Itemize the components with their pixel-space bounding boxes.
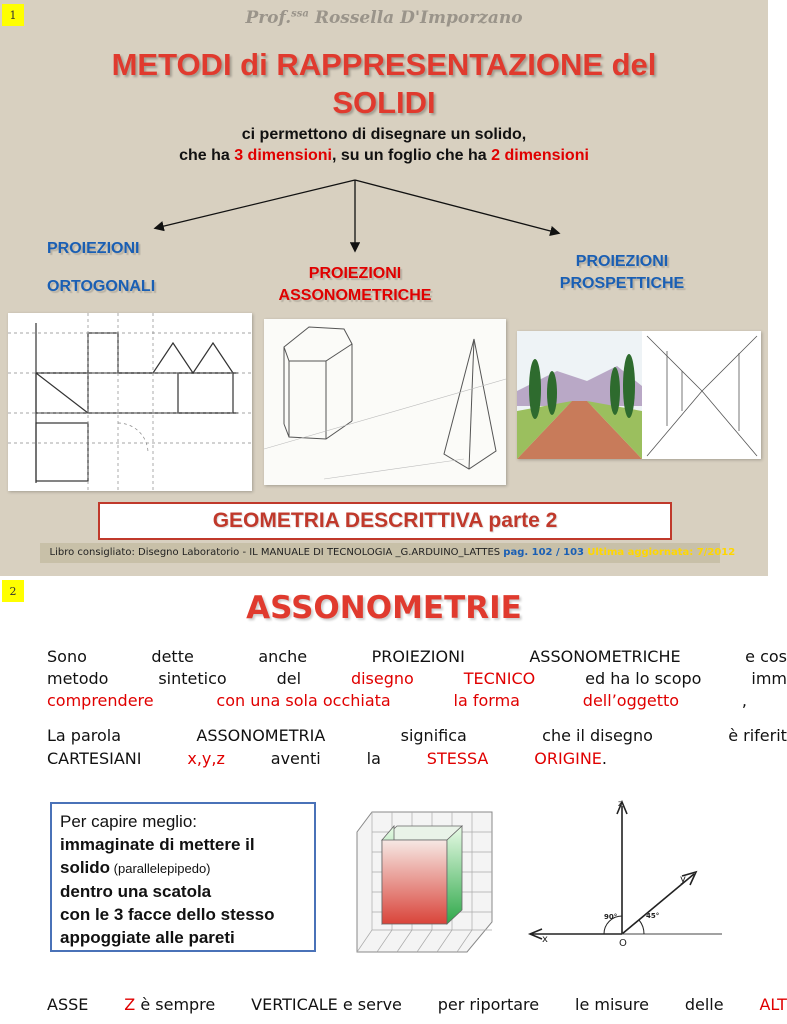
branch-label: PROIEZIONI bbox=[308, 265, 402, 282]
angle-90-label: 90° bbox=[604, 913, 618, 921]
word: e serve bbox=[342, 995, 402, 1014]
word: è riferit bbox=[728, 726, 787, 745]
word: . bbox=[601, 749, 607, 768]
box-text: immaginate di mettere il bbox=[60, 835, 255, 854]
box-text: Per capire meglio: bbox=[60, 812, 198, 831]
word-highlight: ORIGINE bbox=[534, 749, 602, 768]
axis-z-description bbox=[47, 994, 787, 1016]
word: VERTICALE bbox=[251, 995, 338, 1014]
word-highlight: TECNICO bbox=[463, 669, 536, 688]
word: delle bbox=[684, 995, 724, 1014]
book-footer bbox=[40, 543, 736, 563]
branch-ortogonali bbox=[47, 238, 155, 298]
branch-label: PROSPETTICHE bbox=[559, 275, 685, 292]
box-text: appoggiate alle pareti bbox=[60, 928, 235, 947]
box-text: solido bbox=[60, 858, 111, 877]
word: ASSE bbox=[47, 995, 89, 1014]
word: aventi bbox=[270, 749, 321, 768]
para2-line1 bbox=[47, 725, 787, 747]
para1-line2 bbox=[47, 668, 787, 690]
subtitle-text: che ha bbox=[179, 147, 235, 164]
arrow-left bbox=[156, 180, 355, 228]
branch-label: PROIEZIONI bbox=[47, 240, 140, 257]
box-text: con le 3 facce dello stesso bbox=[60, 905, 275, 924]
author-sup: ssa bbox=[291, 8, 309, 20]
subtitle-text: , su un foglio che ha bbox=[332, 147, 492, 164]
subtitle-line-1: ci permettono di disegnare un solido, bbox=[241, 126, 527, 143]
slide-2-title: ASSONOMETRIE bbox=[246, 590, 522, 626]
branch-label: PROIEZIONI bbox=[575, 253, 669, 270]
perspective-image bbox=[517, 331, 761, 459]
page-number-badge: 2 bbox=[2, 580, 24, 602]
word: CARTESIANI bbox=[47, 749, 142, 768]
title-line-2: SOLIDI bbox=[332, 85, 436, 120]
word: anche bbox=[258, 647, 308, 666]
word: dette bbox=[151, 647, 194, 666]
word: del bbox=[276, 669, 302, 688]
word: PROIEZIONI bbox=[371, 647, 465, 666]
orthogonal-projection-image bbox=[8, 313, 252, 491]
word: le misure bbox=[575, 995, 649, 1014]
word-highlight: comprendere bbox=[47, 691, 154, 710]
word: La parola bbox=[47, 726, 122, 745]
y-label: y bbox=[680, 874, 686, 885]
x-label: x bbox=[542, 934, 548, 945]
box-text-small: (parallelepipedo) bbox=[110, 861, 211, 876]
branch-prospettiche bbox=[542, 251, 702, 295]
arrow-right bbox=[355, 180, 558, 233]
prism-pyramid-drawing bbox=[264, 319, 506, 485]
book-pages: pag. 102 / 103 bbox=[503, 547, 585, 558]
word-highlight: ALT bbox=[759, 995, 787, 1014]
word: è sempre bbox=[140, 995, 216, 1014]
word-highlight: disegno bbox=[350, 669, 414, 688]
box-text: dentro una scatola bbox=[60, 882, 212, 901]
para2-line2 bbox=[47, 748, 607, 770]
explanation-box bbox=[50, 802, 316, 952]
word-highlight: Z bbox=[124, 995, 136, 1014]
perspective-drawing bbox=[517, 331, 761, 459]
cartesian-axes-diagram bbox=[524, 794, 724, 954]
word-highlight: STESSA bbox=[426, 749, 489, 768]
solid-in-box-illustration bbox=[352, 802, 500, 954]
box-line-1 bbox=[60, 810, 306, 833]
angle-45-label: 45° bbox=[646, 912, 660, 920]
geometria-banner: GEOMETRIA DESCRITTIVA parte 2 bbox=[98, 502, 672, 540]
branch-label: ORTOGONALI bbox=[47, 278, 156, 295]
last-updated: Ultima aggiornata: 7/2012 bbox=[587, 547, 736, 558]
z-label: z bbox=[618, 799, 623, 808]
word: per riportare bbox=[437, 995, 540, 1014]
word: ASSONOMETRICHE bbox=[529, 647, 681, 666]
word: , bbox=[741, 691, 747, 710]
branch-assonometriche bbox=[262, 263, 448, 307]
word: che il disegno bbox=[542, 726, 653, 745]
word: significa bbox=[400, 726, 467, 745]
origin-label: O bbox=[619, 938, 627, 949]
word: ed ha lo scopo bbox=[585, 669, 702, 688]
word: ASSONOMETRIA bbox=[196, 726, 326, 745]
author-surname: Rossella D'Imporzano bbox=[308, 8, 523, 28]
subtitle-highlight-3d: 3 dimensioni bbox=[234, 147, 332, 164]
word: la bbox=[366, 749, 381, 768]
word: sintetico bbox=[158, 669, 227, 688]
word-highlight: la forma bbox=[453, 691, 520, 710]
word-highlight: dell’oggetto bbox=[582, 691, 680, 710]
word-highlight: con una sola occhiata bbox=[216, 691, 391, 710]
title-line-1: METODI di RAPPRESENTAZIONE del bbox=[111, 47, 657, 82]
para1-line1 bbox=[47, 646, 787, 668]
word: metodo bbox=[47, 669, 109, 688]
axonometric-sketch-image bbox=[264, 319, 506, 485]
word: Sono bbox=[47, 647, 87, 666]
word: e cos bbox=[745, 647, 787, 666]
word-highlight: x,y,z bbox=[187, 749, 225, 768]
para1-line3 bbox=[47, 690, 747, 712]
orthogonal-drawing bbox=[8, 313, 252, 491]
page-number-badge: 1 bbox=[2, 4, 24, 26]
word: imm bbox=[751, 669, 787, 688]
subtitle-highlight-2d: 2 dimensioni bbox=[491, 147, 589, 164]
author-prefix: Prof. bbox=[245, 8, 292, 28]
book-text: Libro consigliato: Disegno Laboratorio - IL MANUALE DI TECNOLOGIA _G.ARDUINO_LATTES bbox=[49, 547, 504, 558]
branch-label: ASSONOMETRICHE bbox=[278, 287, 432, 304]
